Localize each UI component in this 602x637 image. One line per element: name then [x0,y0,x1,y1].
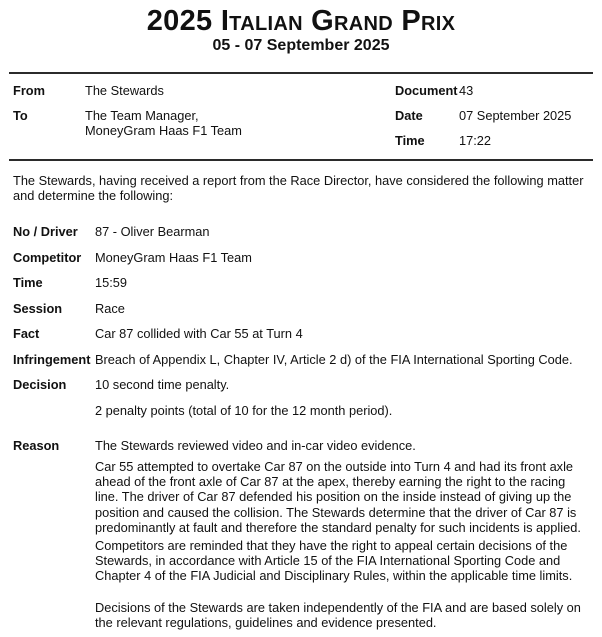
field-row-infringement [13,352,589,367]
no-driver-label: No / Driver [13,224,78,240]
meta-row-time [395,133,589,148]
fact-value: Car 87 collided with Car 55 at Turn 4 [95,326,303,342]
no-driver-value: 87 - Oliver Bearman [95,224,210,240]
page-title: 2025 Italian Grand Prix [146,5,456,37]
intro-paragraph: The Stewards, having received a report from the Race Director, have considered the following matter and determine the following: [13,172,584,203]
field-row-decision [13,377,589,418]
meta-addressing-block [13,83,395,149]
to-label: To [13,108,28,124]
field-row-competitor [13,250,589,265]
reason-value [95,438,589,630]
infringement-value: Breach of Appendix L, Chapter IV, Article 2 d) of the FIA International Sporting Code. [95,351,573,367]
to-value [85,108,395,138]
competitor-value: MoneyGram Haas F1 Team [95,249,252,265]
to-value-line1: The Team Manager, [85,108,199,124]
reason-paragraph-3: Competitors are reminded that they have the right to appeal certain decisions of the Stewards, in accordance with Article 15 of the FIA International Sporting Code and Chapter 4 of the FIA Judicial and Disciplinary Rules, within the applicable time limits. [95,537,573,584]
from-label: From [13,83,45,98]
meta-row-date [395,108,589,123]
reason-paragraph-1: The Stewards reviewed video and in-car video evidence. [95,437,416,453]
meta-row-to [13,108,395,138]
reason-paragraph-2: Car 55 attempted to overtake Car 87 on the outside into Turn 4 and had its front axle ahead of the front axle of Car 87 at the apex, thereby earning the right to the racing line. The driver of Car 87 defended his position on the inside instead of giving up the position and caused the collision. The Stewards determine that the driver of Car 87 is predominantly at fault and therefore the standard penalty for such incidents is applied. [95,458,581,535]
reason-paragraph-4: Decisions of the Stewards are taken independently of the FIA and are based solely on the relevant regulations, guidelines and evidence presented. [95,599,581,630]
from-value: The Stewards [85,83,164,98]
meta-row-from [13,83,395,98]
document-meta-table [9,72,593,161]
field-row-reason [13,438,589,630]
document-number-label: Document [395,83,458,98]
document-number-value: 43 [459,83,474,98]
meta-document-block [395,83,589,149]
meta-row-document [395,83,589,98]
fact-label: Fact [13,326,40,342]
date-value: 07 September 2025 [459,108,572,124]
decision-label: Decision [13,377,67,393]
time-value: 17:22 [459,133,492,149]
date-label: Date [395,108,423,124]
session-label: Session [13,300,63,316]
field-row-session [13,301,589,316]
field-row-no-driver [13,224,589,239]
to-value-line2: MoneyGram Haas F1 Team [85,123,242,139]
session-time-label: Time [13,275,43,291]
session-time-value: 15:59 [95,275,128,291]
decision-line1: 10 second time penalty. [95,377,230,393]
session-value: Race [95,300,125,316]
field-row-fact [13,326,589,341]
infringement-label: Infringement [13,351,91,367]
decision-value [95,377,589,418]
competitor-label: Competitor [13,249,82,265]
decision-line2: 2 penalty points (total of 10 for the 12 month period). [95,402,393,418]
field-row-time [13,275,589,290]
event-date-range: 05 - 07 September 2025 [212,37,390,54]
case-details [13,224,589,630]
time-label: Time [395,133,425,149]
reason-label: Reason [13,437,60,453]
